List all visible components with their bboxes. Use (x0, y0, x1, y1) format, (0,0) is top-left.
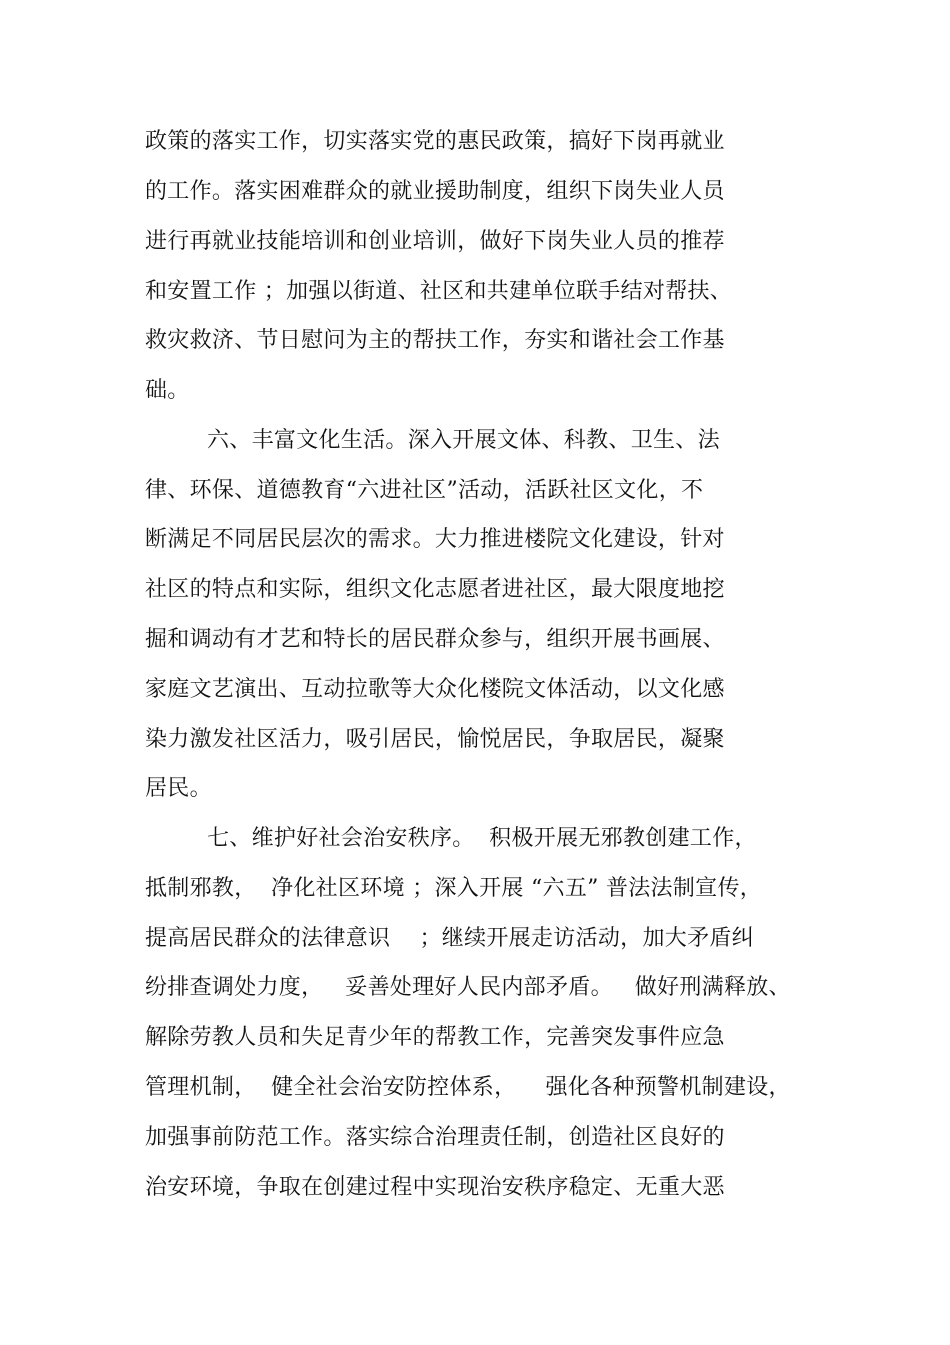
text-line: 染力激发社区活力，吸引居民，愉悦居民，争取居民，凝聚 (145, 727, 725, 752)
text-line: 社区的特点和实际，组织文化志愿者进社区，最大限度地挖 (145, 577, 725, 602)
text-line: 律、环保、道德教育“六进社区”活动，活跃社区文化，不 (145, 478, 704, 503)
text-line: 纷排查调处力度， 妥善处理好人民内部矛盾。 做好刑满释放、 (145, 975, 791, 1000)
text-line: 救灾救济、节日慰问为主的帮扶工作，夯实和谐社会工作基 (145, 328, 725, 353)
text-line: 和安置工作 ；加强以街道、社区和共建单位联手结对帮扶、 (145, 279, 733, 304)
text-line: 解除劳教人员和失足青少年的帮教工作，完善突发事件应急 (145, 1025, 725, 1050)
text-line: 政策的落实工作，切实落实党的惠民政策，搞好下岗再就业 (145, 129, 725, 154)
text-line: 提高居民群众的法律意识 ；继续开展走访活动，加大矛盾纠 (145, 926, 754, 951)
text-line: 础。 (145, 378, 190, 403)
text-line: 掘和调动有才艺和特长的居民群众参与，组织开展书画展、 (145, 627, 725, 652)
section-heading-line: 七、维护好社会治安秩序。 积极开展无邪教创建工作， (207, 826, 757, 851)
text-line: 断满足不同居民层次的需求。大力推进楼院文化建设，针对 (145, 527, 725, 552)
text-line: 加强事前防范工作。落实综合治理责任制，创造社区良好的 (145, 1125, 725, 1150)
section-heading-line: 六、丰富文化生活。深入开展文体、科教、卫生、法 (207, 428, 720, 453)
text-line: 治安环境，争取在创建过程中实现治安秩序稳定、无重大恶 (145, 1175, 725, 1200)
text-line: 抵制邪教， 净化社区环境 ；深入开展 “六五” 普法法制宣传， (145, 876, 763, 901)
text-line: 居民。 (145, 776, 212, 801)
text-line: 的工作。落实困难群众的就业援助制度，组织下岗失业人员 (145, 179, 725, 204)
text-line: 管理机制， 健全社会治安防控体系， 强化各种预警机制建设， (145, 1075, 791, 1100)
text-line: 进行再就业技能培训和创业培训，做好下岗失业人员的推荐 (145, 229, 725, 254)
text-line: 家庭文艺演出、互动拉歌等大众化楼院文体活动，以文化感 (145, 677, 725, 702)
